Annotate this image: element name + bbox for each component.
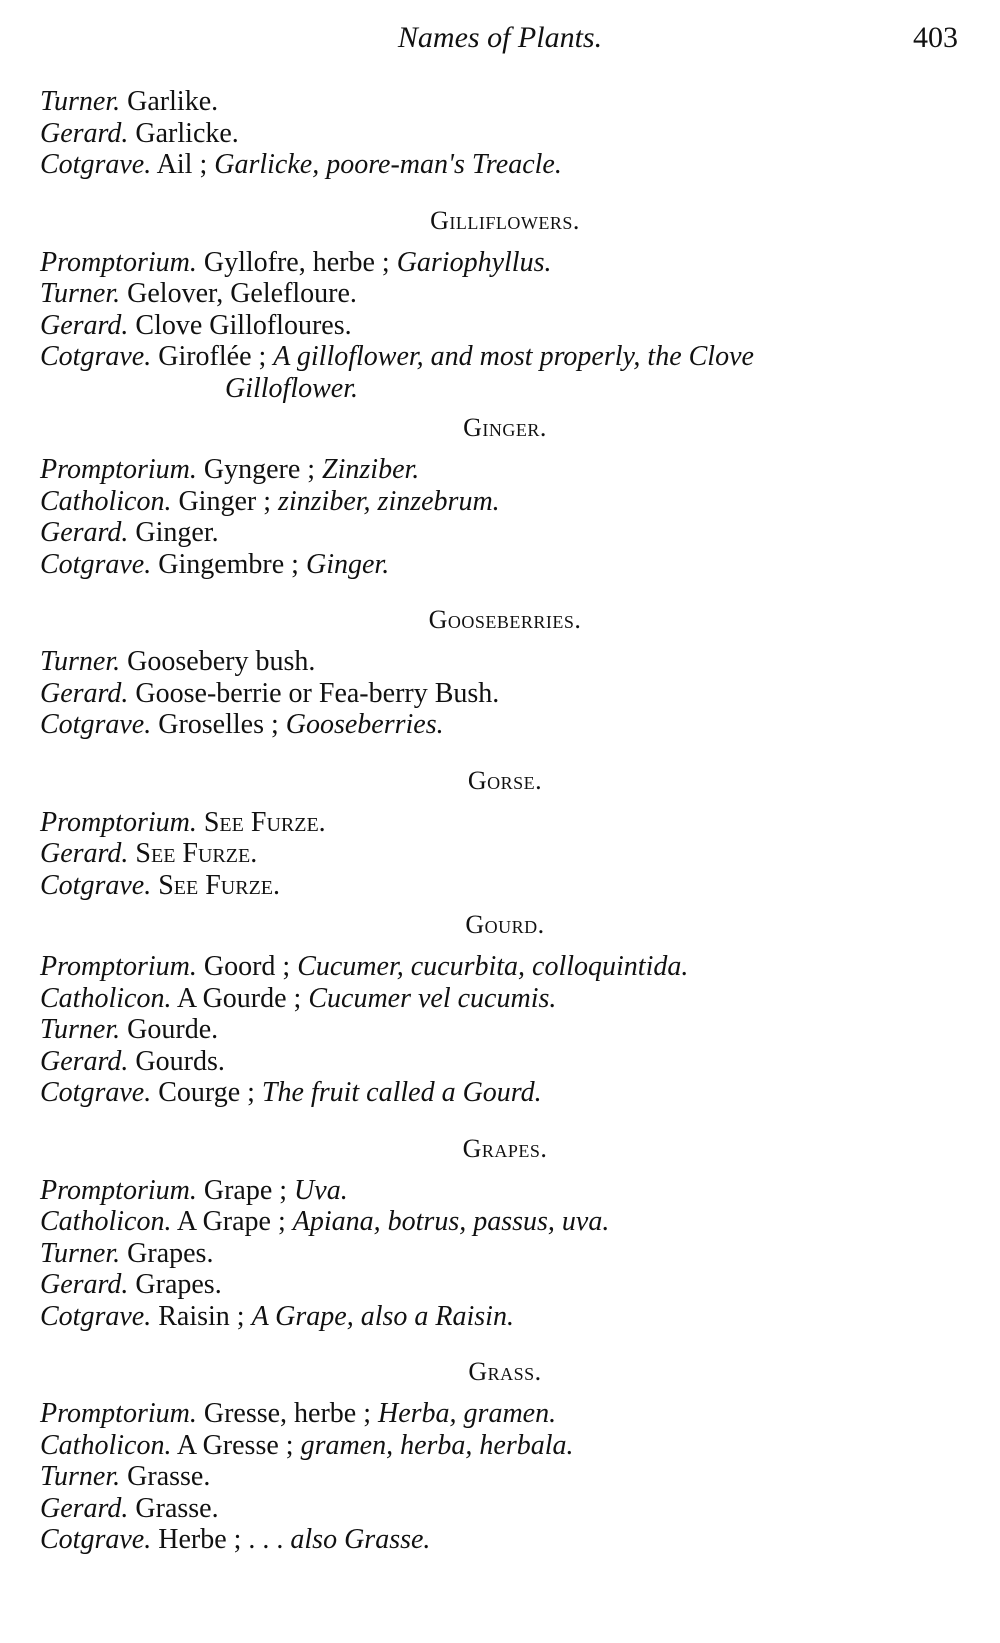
entry bbox=[40, 341, 970, 404]
entry-gloss: Herba, gramen. bbox=[378, 1398, 557, 1429]
entry-author: Cotgrave. bbox=[40, 869, 152, 901]
entry-author: Promptorium. bbox=[40, 1174, 197, 1206]
entry-author: Catholicon. bbox=[40, 1429, 172, 1461]
entry-author: Turner. bbox=[40, 1014, 121, 1045]
entry-author: Turner. bbox=[40, 646, 121, 677]
entry-author: Cotgrave. bbox=[40, 149, 152, 180]
entry-author: Gerard. bbox=[40, 838, 129, 869]
entry bbox=[40, 1269, 970, 1301]
entry-text: Gyngere ; bbox=[196, 454, 323, 485]
entry-gloss: The fruit called a Gourd. bbox=[261, 1077, 542, 1108]
entry bbox=[40, 517, 970, 549]
entry bbox=[40, 310, 970, 342]
entry bbox=[40, 838, 970, 870]
entry-gloss: Cucumer vel cucumis. bbox=[308, 982, 557, 1014]
entry bbox=[40, 1524, 970, 1556]
entry-author: Gerard. bbox=[40, 517, 129, 548]
entry-text: See Furze. bbox=[196, 806, 326, 838]
entry-text: Ail ; bbox=[151, 149, 215, 180]
entry-author: Gerard. bbox=[40, 677, 129, 709]
entry-text: Gelover, Geleflоure. bbox=[120, 278, 357, 309]
entry-gloss: Garlicke, poore-man's Treacle. bbox=[214, 149, 562, 180]
entry-text: Gingembre ; bbox=[151, 548, 306, 580]
entry bbox=[40, 1077, 970, 1109]
entry-text: Goord ; bbox=[196, 951, 298, 982]
entry-author: Turner. bbox=[40, 86, 121, 117]
entry-gloss: A gilloflower, and most properly, the Clove bbox=[273, 341, 754, 372]
entry-text: See Furze. bbox=[151, 869, 281, 901]
entry-text: Groselles ; bbox=[151, 709, 286, 740]
section-gooseberries bbox=[40, 604, 970, 741]
section-heading: Gilliflowers. bbox=[430, 205, 580, 235]
entry-text: Ginger. bbox=[128, 517, 219, 548]
entry-author: Gerard. bbox=[40, 1045, 129, 1077]
entry-gloss: Gariophyllus. bbox=[396, 246, 552, 278]
entry bbox=[40, 807, 970, 839]
section-heading: Ginger. bbox=[463, 413, 547, 442]
entry bbox=[40, 1398, 970, 1430]
entry bbox=[40, 278, 970, 310]
entry bbox=[40, 646, 970, 678]
entry-text: Ginger ; bbox=[171, 485, 278, 517]
entry bbox=[40, 247, 970, 279]
section-grass bbox=[40, 1356, 970, 1556]
entry bbox=[40, 118, 970, 150]
entry bbox=[40, 86, 970, 118]
entry-text: Gresse, herbe ; bbox=[196, 1398, 379, 1429]
entry bbox=[40, 549, 970, 581]
entry bbox=[40, 1175, 970, 1207]
entry-author: Gerard. bbox=[40, 1269, 129, 1300]
entry-gloss: zinziber, zinzebrum. bbox=[277, 485, 500, 517]
page-number: 403 bbox=[913, 21, 958, 54]
section-heading: Gourd. bbox=[465, 910, 545, 939]
section-gilliflowers bbox=[40, 205, 970, 405]
entry-text: Gourde. bbox=[120, 1014, 219, 1045]
entry bbox=[40, 1301, 970, 1333]
entry-author: Promptorium. bbox=[40, 246, 197, 278]
section-heading: Gorse. bbox=[467, 765, 543, 795]
entry-text: Garlicke. bbox=[128, 117, 239, 149]
entry-gloss-continuation: Gilloflower. bbox=[225, 372, 359, 404]
section-heading: Grapes. bbox=[462, 1133, 548, 1163]
running-head bbox=[0, 18, 1000, 58]
entry-text: Raisin ; bbox=[151, 1300, 252, 1332]
entry bbox=[40, 870, 970, 902]
entry bbox=[40, 709, 970, 741]
entry-text: Herbe ; . . . bbox=[151, 1524, 291, 1555]
entry-text: A Grape ; bbox=[171, 1206, 293, 1237]
entry-gloss: Uva. bbox=[294, 1174, 348, 1206]
entry-gloss: Ginger. bbox=[305, 548, 390, 580]
entry-gloss: gramen, herba, herbala. bbox=[300, 1429, 574, 1461]
entry-author: Gerard. bbox=[40, 309, 129, 341]
entry-text: Gourds. bbox=[128, 1045, 225, 1077]
entry-author: Gerard. bbox=[40, 1492, 129, 1524]
section-heading: Gooseberries. bbox=[428, 605, 582, 634]
entry-author: Promptorium. bbox=[40, 454, 197, 485]
section-garlic-continued bbox=[40, 86, 970, 181]
entry-text: A Gourde ; bbox=[171, 982, 309, 1014]
entry bbox=[40, 1046, 970, 1078]
entry-author: Catholicon. bbox=[40, 1206, 172, 1237]
entry-author: Cotgrave. bbox=[40, 709, 152, 740]
entry-text: Giroflée ; bbox=[151, 341, 274, 372]
entry-text: Grape ; bbox=[196, 1174, 295, 1206]
entry-text: Clove Gillofloures. bbox=[128, 309, 352, 341]
entry-gloss: Zinziber. bbox=[322, 454, 420, 485]
entry-author: Promptorium. bbox=[40, 1398, 197, 1429]
entry-text: Grasse. bbox=[120, 1461, 211, 1492]
entry-author: Catholicon. bbox=[40, 982, 172, 1014]
entry bbox=[40, 1206, 970, 1238]
entry-author: Cotgrave. bbox=[40, 341, 152, 372]
entry bbox=[40, 486, 970, 518]
entry-text: A Gresse ; bbox=[171, 1429, 301, 1461]
entry bbox=[40, 983, 970, 1015]
entry-text: Grasse. bbox=[128, 1492, 219, 1524]
entry bbox=[40, 1238, 970, 1270]
section-heading: Grass. bbox=[468, 1357, 542, 1386]
page-content bbox=[40, 86, 970, 1556]
entry-text: Garlike. bbox=[120, 86, 219, 117]
entry-author: Promptorium. bbox=[40, 951, 197, 982]
entry-author: Turner. bbox=[40, 1237, 121, 1269]
entry-text: Goosebery bush. bbox=[120, 646, 316, 677]
entry-author: Gerard. bbox=[40, 117, 129, 149]
entry-author: Promptorium. bbox=[40, 806, 197, 838]
entry-author: Cotgrave. bbox=[40, 1300, 152, 1332]
running-title: Names of Plants. bbox=[397, 21, 603, 54]
entry-gloss: A Grape, also a Raisin. bbox=[251, 1300, 514, 1332]
entry-text: Gyllofre, herbe ; bbox=[196, 246, 397, 278]
entry bbox=[40, 1430, 970, 1462]
entry-gloss: Apiana, botrus, passus, uva. bbox=[292, 1206, 610, 1237]
entry bbox=[40, 678, 970, 710]
entry-author: Cotgrave. bbox=[40, 1524, 152, 1555]
section-gourd bbox=[40, 909, 970, 1109]
section-gorse bbox=[40, 765, 970, 902]
entry-author: Turner. bbox=[40, 278, 121, 309]
entry bbox=[40, 1014, 970, 1046]
entry-author: Catholicon. bbox=[40, 485, 172, 517]
entry bbox=[40, 951, 970, 983]
entry-text: Grapes. bbox=[120, 1237, 214, 1269]
entry-text: Grapes. bbox=[128, 1269, 222, 1300]
entry-author: Cotgrave. bbox=[40, 1077, 152, 1108]
entry-text: Courge ; bbox=[151, 1077, 262, 1108]
entry-gloss: Cucumer, cucurbita, colloquintida. bbox=[297, 951, 689, 982]
entry bbox=[40, 1461, 970, 1493]
entry bbox=[40, 454, 970, 486]
entry bbox=[40, 149, 970, 181]
section-ginger bbox=[40, 412, 970, 580]
section-grapes bbox=[40, 1133, 970, 1333]
entry bbox=[40, 1493, 970, 1525]
entry-author: Turner. bbox=[40, 1461, 121, 1492]
entry-text: See Furze. bbox=[128, 838, 258, 869]
entry-gloss: also Grasse. bbox=[290, 1524, 431, 1555]
entry-author: Cotgrave. bbox=[40, 548, 152, 580]
entry-gloss: Gooseberries. bbox=[285, 709, 444, 740]
entry-text: Goose-berrie or Fea-berry Bush. bbox=[128, 677, 500, 709]
